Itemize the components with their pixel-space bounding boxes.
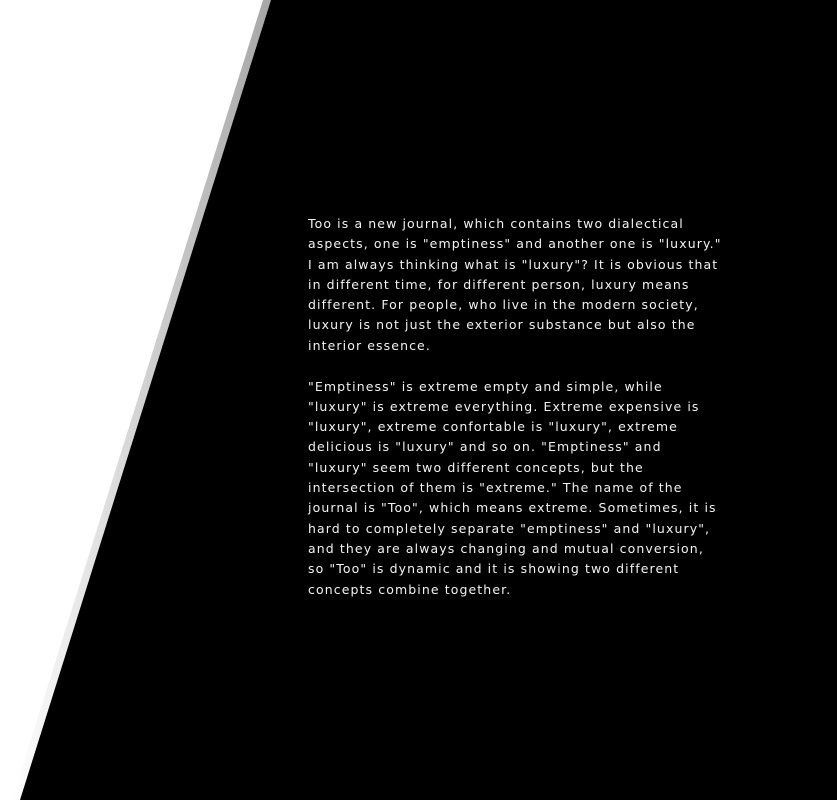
journal-description bbox=[308, 214, 723, 600]
description-paragraph-2: "Emptiness" is extreme empty and simple, while "luxury" is extreme everything. Extreme expensive is "luxury", extreme confortable is "luxury", extreme delicious is "luxury" and so on. "Emptiness" and "luxury" seem two different concepts, but the intersection of them is "extreme." The name of the journal is "Too", which means extreme. Sometimes, it is hard to completely separate "emptiness" and "luxury", and they are always changing and mutual conversion, so "Too" is dynamic and it is showing two different concepts combine together. bbox=[308, 378, 717, 597]
description-paragraph-1: Too is a new journal, which contains two dialectical aspects, one is "emptiness" and another one is "luxury." I am always thinking what is "luxury"? It is obvious that in different time, for different person, luxury means different. For people, who live in the modern society, luxury is not just the exterior substance but also the interior essence. bbox=[308, 216, 722, 353]
